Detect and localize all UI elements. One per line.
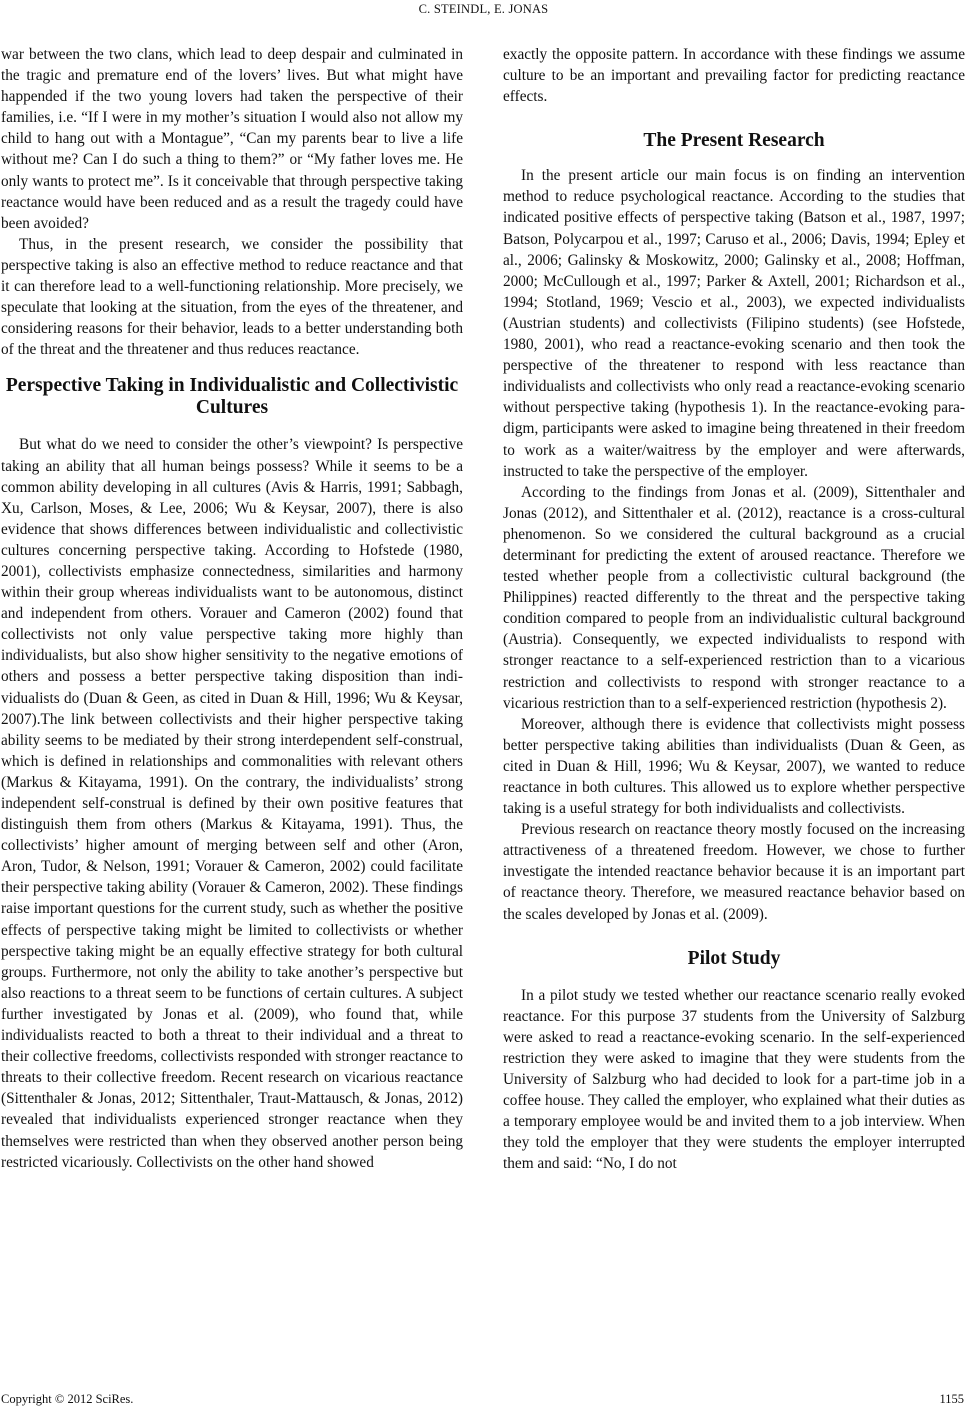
right-paragraph-4: Moreover, although there is evidence that collectivists might possess better perspective taking abilities than individualists (Duan & Geen, as cited in Duan & Hill, 1996; Wu & Keysar, 2007), we wanted to reduce reactance in both cultures. This allowed us to explore whether perspective taking is a useful strategy for both individualists and collectivists. <box>503 715 965 818</box>
page-number: 1155 <box>939 1392 964 1406</box>
copyright-notice: Copyright © 2012 SciRes. <box>1 1392 134 1406</box>
right-paragraph-5: Previous research on reactance theory mostly focused on the increasing attractiveness of a threatened freedom. However, we chose to further investigate the intended reactance behavior because it is an important part of reactance theory. Therefore, we measured reactance behavior based on the scales developed by Jonas et al. (2009). <box>503 821 965 923</box>
left-paragraph-3: But what do we need to consider the other’s viewpoint? Is perspective taking an ability that all human beings possess? While it seems to be a common ability developing in all cultures (Avis & Harris, 1991; Sabbagh, Xu, Carlson, Moses, & Lee, 2006; Wu & Keysar, 2007), there is also evidence that shows differences between individualistic and collectivistic cultures concerning perspective taking. According to Hofstede (1980, 2001), collectivists emphasize connectedness, similarities and harmony within their group whereas individualists want to be autonomous, distinct and independent from others. Vorauer and Cameron (2002) found that collectivists not only value perspective taking more highly than individualists, but also show higher sensitivity to the negative emotions of others and possess a better perspective taking disposition than individualists do (Duan & Geen, as cited in Duan & Hill, 1996; Wu & Keysar, 2007).The link between collectivists and their higher perspective taking ability seems to be mediated by their strong interdependent self-construal, which is defined in relationships and commonalities with relevant others (Markus & Kitayama, 1991). On the contrary, the individualists’ strong independent self-construal is defined by their own positive features that distinguish them from others (Markus & Kitayama, 1991). Thus, the collectivists’ higher amount of merging between self and other (Aron, Aron, Tudor, & Nelson, 1991; Vorauer & Cameron, 2002) could facilitate their perspective taking ability (Vorauer & Cameron, 2002). These findings raise important questions for the current study, such as whether the positive effects of perspective taking might be limited to collectivists or whether perspective taking might be an equally effective strategy for both cultural groups. Furthermore, not only the ability to take another’s perspective but also reactions to a threat seem to be functions of certain cultures. A subject further investigated by Jonas et al. (2009), who found that, while individualists reacted to both a threat to their individual and a threat to their collective freedoms, collectivists responded with stronger reactance to threats to their collective freedom. Recent research on vicarious reactance (Sittenthaler & Jonas, 2012; Sittenthaler, Traut-Mattausch, & Jonas, 2012) revealed that individualists experienced stronger reactance when they themselves were restricted than when they observed another person being restricted vicariously. Collectivists on the other hand showed <box>1 436 463 1171</box>
right-paragraph-2: In the present article our main focus is on finding an intervention method to reduce psychological reactance. According to the studies that indicated positive effects of perspective taking (Batson et al., 1987, 1997; Batson, Polycarpou et al., 1997; Caruso et al., 2006; Davis, 1994; Epley et al., 2006; Galinsky & Moskowitz, 2000; Galinsky et al., 2008; Hoffman, 2000; McCullough et al., 1997; Parker & Axtell, 2001; Richardson et al., 1994; Stotland, 1969; Vescio et al., 2003), we expected individualists (Austrian students) and collectivists (Filipino students) (see Hofstede, 1980, 2001), who read a reactance-evoking scenario and then took the perspective of the threatener to respond with less reactance than individualists and collectivists who only read a reactance-evoking scenario without perspective taking (hypothesis 1). In the reactance-evoking paradigm, participants were asked to imagine being threatened in their freedom to work as a waiter/waitress by the employer and were afterwards, instructed to take the perspective of the employer. <box>503 167 965 480</box>
right-paragraph-1: exactly the opposite pattern. In accordance with these findings we assume culture to be an important and prevailing factor for predicting reactance effects. <box>503 46 965 106</box>
section-heading-pilot-study: Pilot Study <box>687 947 781 969</box>
left-paragraph-2: Thus, in the present research, we consider the possibility that perspective taking is also an effective method to reduce reactance and that it can therefore lead to a well-functioning relationship. More precisely, we speculate that looking at the situation, from the eyes of the threatener, and considering reasons for their behavior, leads to a better understanding both of the threat and the threatener and thus reduces reactance. <box>1 235 463 359</box>
right-paragraph-6: In a pilot study we tested whether our reactance scenario really evoked reactance. For this purpose 37 students from the University of Salzburg were asked to read a reactance-evoking scenario. In the self-experienced restriction they were asked to imagine that they were students from the University of Salzburg who had decided to look for a part-time job in a coffee house. They called the employer, who explained what their duties as a temporary employee would be and invited them to a job interview. When they told the employer that they were students the employer interrupted them and said: “No, I do not <box>503 986 965 1173</box>
running-head: C. STEINDL, E. JONAS <box>418 2 549 16</box>
right-paragraph-3: According to the findings from Jonas et al. (2009), Sittenthaler and Jonas (2012), and Sittenthaler et al. (2012), reactance is a cross-cultural phenomenon. So we considered the cultural background as a crucial determinant for predicting the extent of aroused reactance. Therefore we tested whether people from a collectivistic cultural background (the Philippines) reacted differently to the threat and the perspective taking condition compared to people from an individualistic cultural background (Austria). Consequently, we expected individualists to respond with stronger reactance to a self-experienced restriction than to a vicarious restriction and collectivists to respond with stronger reactance to a vicarious restriction than to a self-experienced restriction (hypothesis 2). <box>503 483 965 712</box>
section-heading-perspective-taking: Perspective Taking in Individualistic and Collectivistic Cultures <box>5 375 459 419</box>
left-column <box>1 44 463 1173</box>
left-paragraph-1: war between the two clans, which lead to deep despair and culminated in the tragic and premature end of the lovers’ lives. But what might have happended if the two young lovers had taken the perspective of their families, i.e. “If I were in my mother’s situation I would also not allow my child to hang out with a Montague”, “Can my parents bear to live a life without me? Can I do such a thing to them?” or “My father loves me. He only wants to protect me”. Is it conceivable that through perspective taking reactance would have been reduced and as a result the tragedy could have been avoided? <box>1 46 463 232</box>
section-heading-present-research: The Present Research <box>643 130 825 152</box>
right-column <box>503 44 965 1175</box>
